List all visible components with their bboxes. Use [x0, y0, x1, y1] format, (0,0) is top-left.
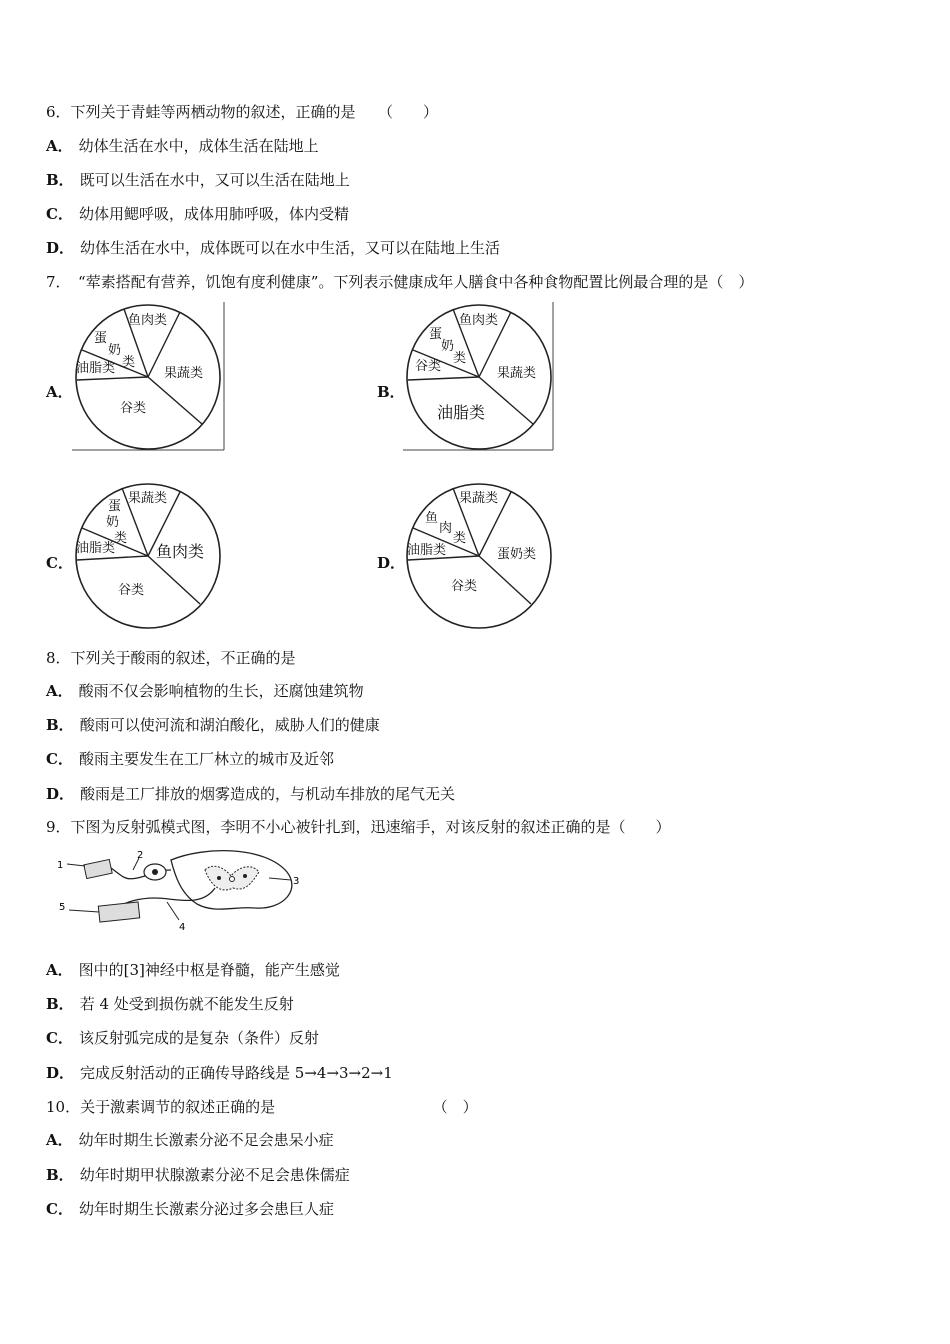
option-text: 既可以生活在水中，又可以生活在陆地上	[79, 171, 350, 189]
q8-option-b[interactable]	[46, 715, 380, 735]
option-text: 幼年时期生长激素分泌不足会患呆小症	[78, 1131, 334, 1149]
option-text: 该反射弧完成的是复杂（条件）反射	[78, 1029, 319, 1047]
option-text: 酸雨是工厂排放的烟雾造成的，与机动车排放的尾气无关	[80, 785, 456, 803]
q7-stem: 7． “荤素搭配有营养，饥饱有度利健康”。下列表示健康成年人膳食中各种食物配置比例最合理的是（ ）	[46, 273, 754, 291]
option-letter: B．	[46, 171, 74, 189]
label-grain: 谷类	[451, 579, 478, 594]
pie-divider	[148, 556, 200, 604]
label-egg: 类	[122, 355, 136, 370]
q9-stem: 9．下图为反射弧模式图，李明不小心被针扎到，迅速缩手，对该反射的叙述正确的是（ ）	[46, 818, 671, 836]
q7-pie-b[interactable]	[403, 302, 558, 456]
option-letter: D．	[46, 785, 75, 803]
label-fish: 鱼肉类	[459, 313, 499, 328]
option-text: 幼体生活在水中，成体生活在陆地上	[78, 137, 319, 155]
q8-stem: 8．下列关于酸雨的叙述，不正确的是	[46, 649, 296, 667]
option-text: 幼年时期甲状腺激素分泌不足会患侏儒症	[79, 1166, 350, 1184]
label-egg: 类	[114, 531, 128, 546]
option-letter: C．	[46, 1200, 73, 1218]
q7-pie-c[interactable]	[72, 480, 227, 636]
q10-option-a[interactable]	[46, 1130, 334, 1150]
label-fish: 鱼肉类	[128, 313, 168, 328]
label-fruit: 果蔬类	[128, 491, 168, 506]
q7-pie-a[interactable]	[72, 302, 227, 456]
option-letter: A．	[46, 137, 73, 155]
reflex-arc-diagram	[55, 848, 315, 942]
q8-option-d[interactable]	[46, 784, 455, 804]
label-grain: 谷类	[415, 359, 442, 374]
q6-option-c[interactable]	[46, 204, 349, 224]
q10-option-c[interactable]	[46, 1199, 334, 1219]
label-egg: 类	[453, 351, 467, 366]
pie-divider	[479, 377, 533, 424]
q7-option-d-letter[interactable]: D．	[377, 554, 406, 572]
effector-muscle	[98, 902, 139, 922]
label-fruit: 果蔬类	[497, 366, 537, 381]
q7-option-b-letter[interactable]: B．	[377, 383, 405, 401]
label-fish: 鱼	[425, 511, 439, 526]
option-letter: D．	[46, 1064, 75, 1082]
pie-chart-c	[72, 480, 227, 632]
label-fruit: 果蔬类	[459, 491, 499, 506]
option-letter: B．	[46, 995, 74, 1013]
label-fruit: 果蔬类	[164, 366, 204, 381]
option-text: 幼体生活在水中，成体既可以在水中生活，又可以在陆地上生活	[80, 239, 501, 257]
label-fish: 鱼肉类	[156, 542, 205, 561]
label-egg: 蛋	[108, 499, 122, 514]
label-5: 5	[59, 902, 66, 913]
reflex-arc-svg	[55, 848, 315, 938]
q6-option-b[interactable]	[46, 170, 350, 190]
option-letter: D．	[46, 239, 75, 257]
interneuron	[243, 874, 247, 878]
label-4: 4	[179, 922, 186, 933]
q9-option-b[interactable]	[46, 994, 294, 1014]
option-text: 若 4 处受到损伤就不能发生反射	[79, 995, 294, 1013]
option-text: 幼年时期生长激素分泌过多会患巨人症	[78, 1200, 334, 1218]
label-fish: 类	[453, 531, 467, 546]
option-text: 酸雨主要发生在工厂林立的城市及近邻	[78, 750, 334, 768]
label-1: 1	[57, 860, 64, 871]
option-letter: C．	[46, 205, 73, 223]
option-letter: B．	[46, 1166, 74, 1184]
option-letter: C．	[46, 750, 73, 768]
pie-divider	[479, 556, 531, 604]
option-text: 酸雨可以使河流和湖泊酸化，威胁人们的健康	[79, 716, 380, 734]
label-leader-4	[167, 902, 179, 920]
label-egg: 蛋	[94, 331, 108, 346]
option-text: 幼体用鳃呼吸，成体用肺呼吸，体内受精	[78, 205, 349, 223]
pie-chart-d	[403, 480, 558, 632]
label-oil: 油脂类	[76, 361, 116, 376]
pie-divider	[148, 377, 202, 424]
q10-stem: 10．关于激素调节的叙述正确的是 （ ）	[46, 1098, 478, 1116]
pie-divider	[77, 556, 148, 560]
q6-option-d[interactable]	[46, 238, 500, 258]
label-egg: 奶	[108, 343, 122, 358]
q10-option-b[interactable]	[46, 1165, 350, 1185]
central-canal	[230, 877, 235, 882]
option-letter: C．	[46, 1029, 73, 1047]
q9-option-a[interactable]	[46, 960, 340, 980]
q9-option-c[interactable]	[46, 1028, 319, 1048]
label-egg: 奶	[441, 339, 455, 354]
label-egg: 蛋奶类	[497, 547, 537, 562]
label-oil: 油脂类	[76, 541, 116, 556]
label-grain: 谷类	[120, 401, 147, 416]
q8-option-c[interactable]	[46, 749, 334, 769]
label-fish: 肉	[439, 521, 453, 536]
option-letter: A．	[46, 682, 73, 700]
q7-option-c-letter[interactable]: C．	[46, 554, 73, 572]
label-egg: 奶	[106, 515, 120, 530]
option-letter: A．	[46, 1131, 73, 1149]
q6-stem: 6．下列关于青蛙等两栖动物的叙述，正确的是 （ ）	[46, 103, 439, 121]
pie-chart-b	[403, 302, 558, 452]
pie-chart-a	[72, 302, 227, 452]
ganglion-cell	[152, 869, 158, 875]
label-leader-5	[69, 910, 99, 912]
label-grain: 谷类	[118, 583, 145, 598]
label-egg: 蛋	[429, 327, 443, 342]
q8-option-a[interactable]	[46, 681, 364, 701]
receptor-skin	[84, 859, 112, 878]
option-text: 酸雨不仅会影响植物的生长，还腐蚀建筑物	[78, 682, 364, 700]
pie-divider	[77, 377, 148, 380]
q7-pie-d[interactable]	[403, 480, 558, 636]
q7-option-a-letter[interactable]: A．	[46, 383, 73, 401]
option-letter: A．	[46, 961, 73, 979]
q6-option-a[interactable]	[46, 136, 319, 156]
interneuron	[217, 876, 221, 880]
pie-divider	[408, 377, 479, 380]
q9-option-d[interactable]	[46, 1063, 393, 1083]
option-text: 图中的[3]神经中枢是脊髓，能产生感觉	[78, 961, 340, 979]
label-3: 3	[293, 876, 300, 887]
option-text: 完成反射活动的正确传导路线是 5→4→3→2→1	[80, 1064, 393, 1082]
option-letter: B．	[46, 716, 74, 734]
label-2: 2	[137, 850, 144, 861]
label-leader-1	[67, 864, 85, 866]
label-oil: 油脂类	[437, 403, 486, 422]
label-oil: 油脂类	[407, 543, 447, 558]
